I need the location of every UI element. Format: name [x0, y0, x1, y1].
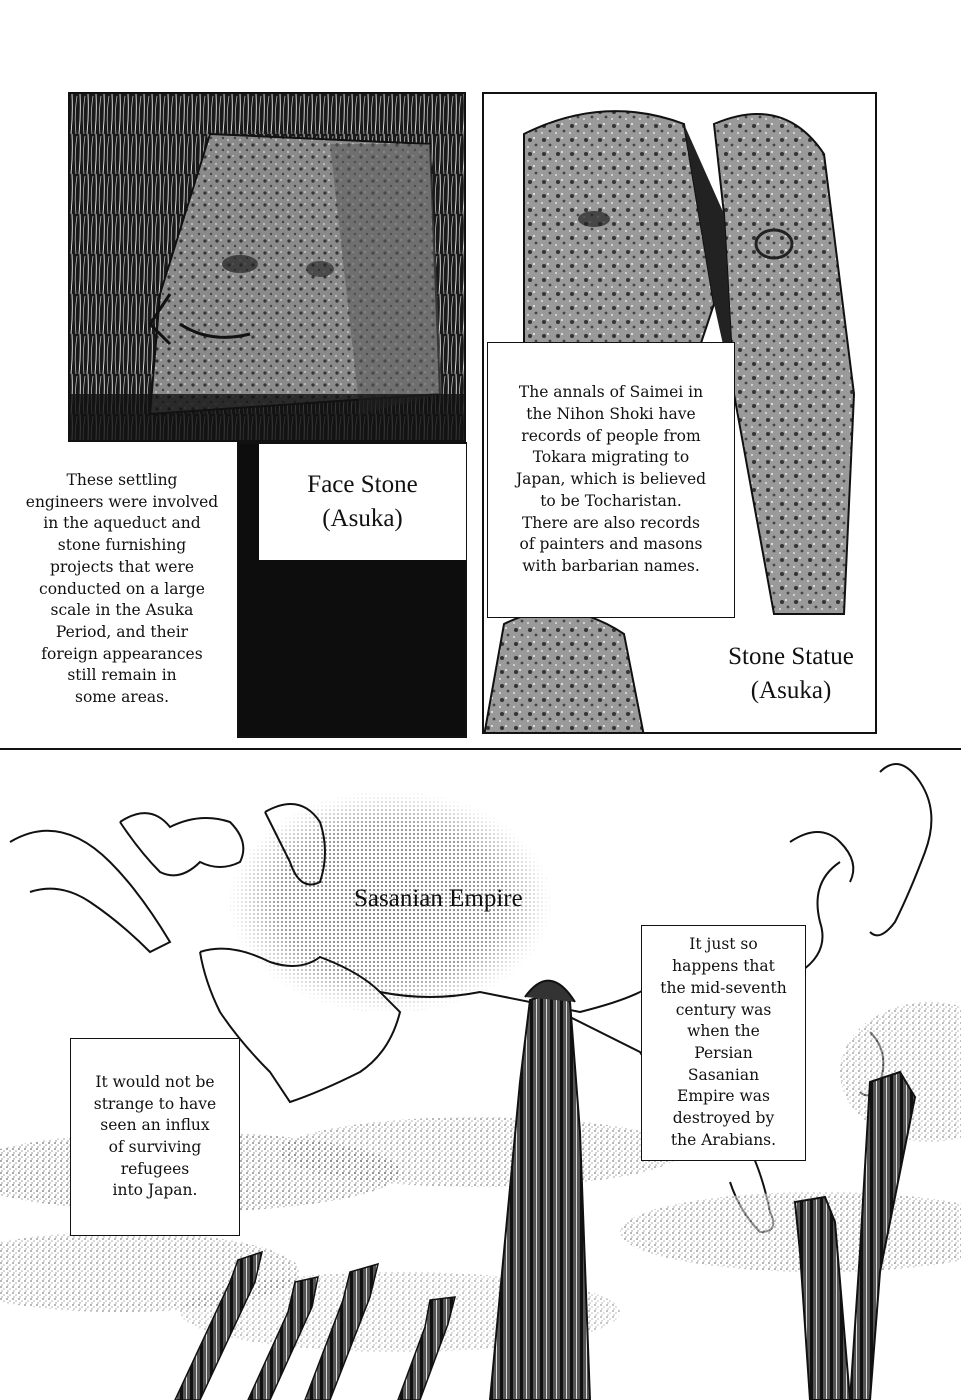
label-stone-statue-text: Stone Statue (Asuka) — [728, 643, 854, 704]
panel-face-stone — [68, 92, 466, 442]
narration-refugees — [70, 1038, 240, 1236]
label-stone-statue — [707, 627, 875, 721]
face-eye-left — [222, 255, 258, 273]
narration-sasanian-destroyed — [641, 925, 806, 1161]
narration-settling-engineers: These settling engineers were involved in the aqueduct and stone furnishing projects that were conducted on a large scale in the Asuka Period, and their foreign appearances still remain in some areas. — [25, 471, 219, 707]
narration-annals-saimei — [487, 342, 735, 618]
narration-sasanian-destroyed-text: It just so happens that the mid-seventh century was when the Persian Sasanian Empire was destroyed by the Arabians. — [660, 935, 787, 1149]
map-label-sasanian-empire: Sasanian Empire — [354, 885, 523, 912]
column-center — [490, 992, 590, 1400]
label-face-stone-text: Face Stone (Asuka) — [307, 471, 418, 532]
narration-refugees-text: It would not be strange to have seen an influx of surviving refugees into Japan. — [93, 1072, 217, 1200]
panel-divider — [0, 748, 961, 750]
narration-annals-saimei-text: The annals of Saimei in the Nihon Shoki have records of people from Tokara migrating to Japan, which is believed to be Tocharistan. There are also records of painters and masons with barbarian names. — [515, 383, 707, 575]
face-stone-illustration — [70, 94, 466, 442]
label-face-stone — [259, 444, 466, 560]
